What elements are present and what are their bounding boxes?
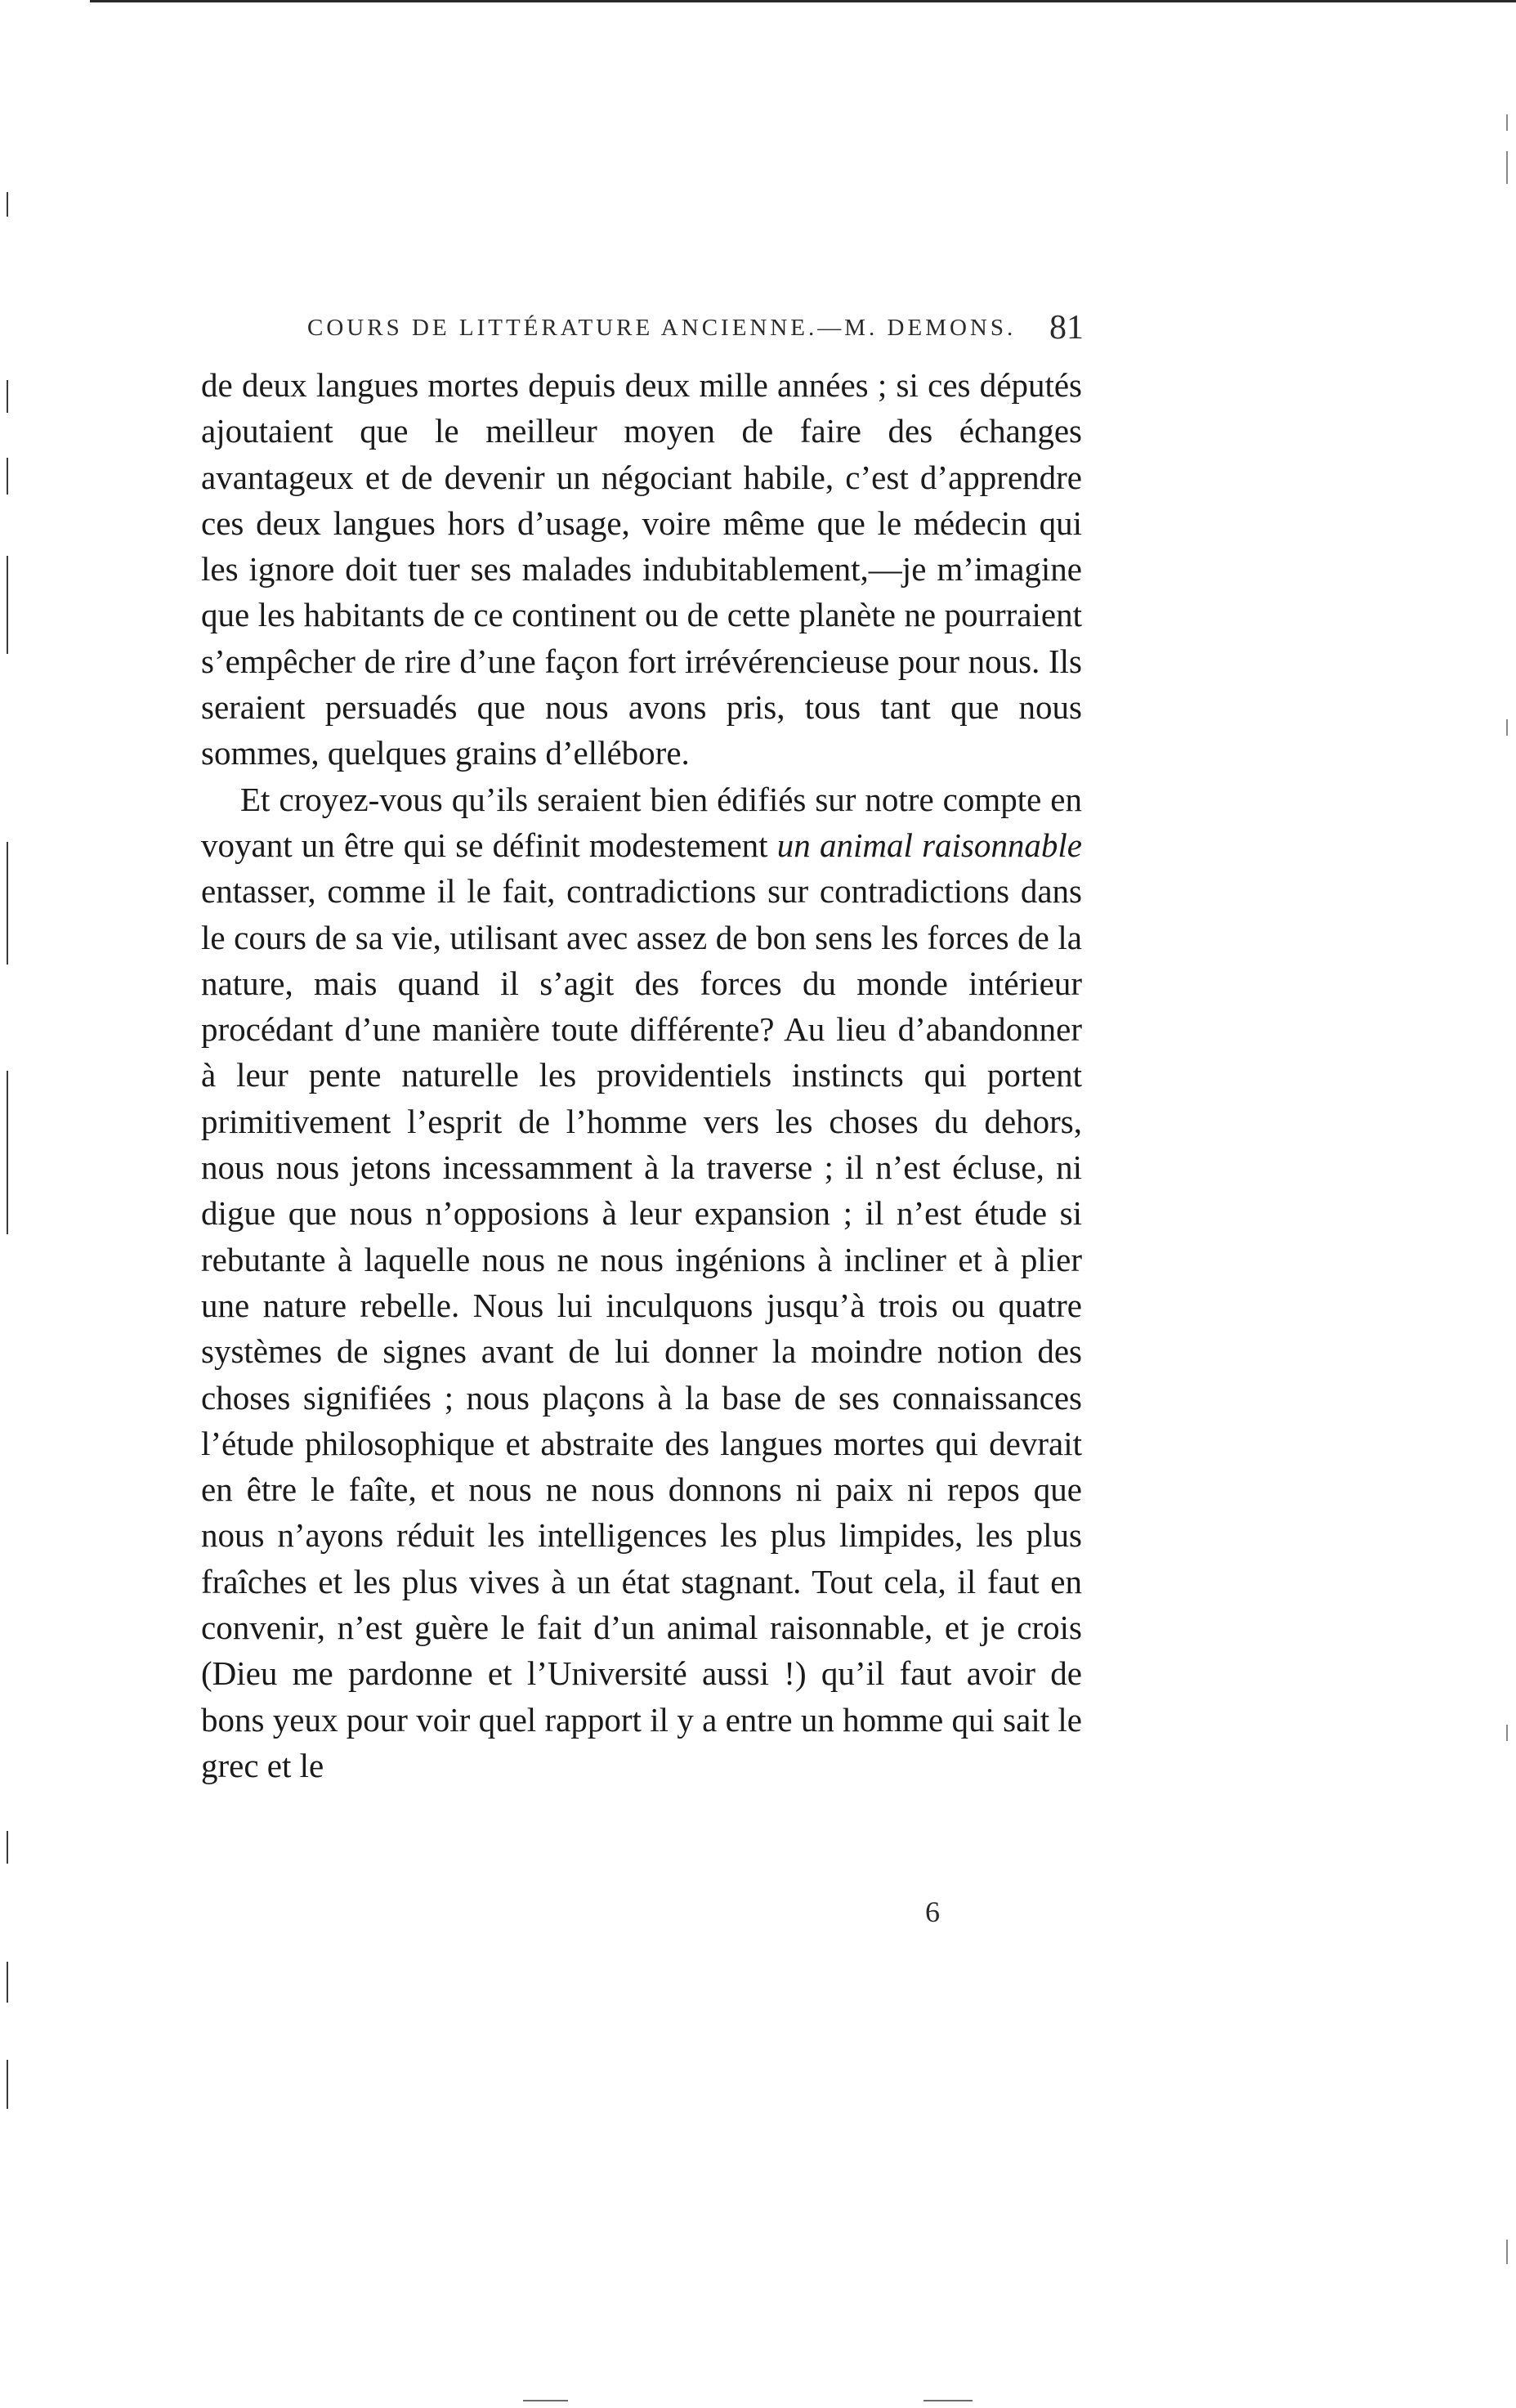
signature-mark: 6 [925, 1896, 940, 1928]
top-border-line [90, 0, 1516, 2]
bottom-rule [923, 2400, 973, 2401]
bottom-rule [523, 2400, 568, 2401]
margin-mark [7, 458, 8, 495]
margin-mark [7, 556, 8, 654]
margin-mark [1506, 114, 1508, 131]
italic-phrase: un animal raisonnable [776, 826, 1082, 864]
paragraph [201, 777, 1082, 1789]
margin-mark [7, 842, 8, 965]
paragraph: de deux langues mortes depuis deux mille années ; si ces députés ajoutaient que le meilleur moyen de faire des échanges avantageux et de devenir un négociant habile, c’est d’apprendre ces deux langues hors d’usage, voire même que le médecin qui les ignore doit tuer ses malades indubitablement,—je m’imagine que les habitants de ce continent ou de cette planète ne pourraient s’empêcher de rire d’une façon fort irrévérencieuse pour nous. Ils seraient persuadés que nous avons pris, tous tant que nous sommes, quelques grains d’ellébore. [201, 366, 1082, 772]
margin-mark [7, 192, 8, 217]
running-head-title: COURS DE LITTÉRATURE ANCIENNE.—M. DEMONS. [307, 315, 1017, 341]
page-number: 81 [1049, 309, 1084, 347]
page-body [201, 362, 1082, 1788]
margin-mark [7, 1071, 8, 1234]
running-head [307, 309, 1084, 356]
margin-mark [7, 380, 8, 413]
margin-mark [1506, 719, 1508, 736]
margin-mark [7, 1831, 8, 1864]
margin-mark [7, 1962, 8, 2003]
margin-mark [7, 2060, 8, 2109]
margin-mark [1506, 1725, 1508, 1741]
paragraph-text: entasser, comme il le fait, contradictions sur contradictions dans le cours de sa vie, utilisant avec assez de bon sens les forces de la nature, mais quand il s’agit des forces du monde intérieur procédant d’une manière toute différente? Au lieu d’abandonner à leur pente naturelle les providentiels instincts qui portent primitivement l’esprit de l’homme vers les choses du dehors, nous nous jetons incessamment à la traverse ; il n’est écluse, ni digue que nous n’opposions à leur expansion ; il n’est étude si rebutante à laquelle nous ne nous ingénions à incliner et à plier une nature rebelle. Nous lui inculquons jusqu’à trois ou quatre systèmes de signes avant de lui donner la moindre notion des choses signifiées ; nous plaçons à la base de ses connaissances l’étude philosophique et abstraite des langues mortes qui devrait en être le faîte, et nous ne nous donnons ni paix ni repos que nous n’ayons réduit les intelligences les plus limpides, les plus fraîches et les plus vives à un état stagnant. Tout cela, il faut en convenir, n’est guère le fait d’un animal raisonnable, et je crois (Dieu me pardonne et l’Université aussi !) qu’il faut avoir de bons yeux pour voir quel rapport il y a entre un homme qui sait le grec et le [201, 872, 1082, 1784]
paragraph-text: Et croyez-vous qu’ils seraient bien édifiés sur notre compte en voyant un être qui se définit modestement [201, 780, 1082, 864]
margin-mark [1506, 2240, 1508, 2264]
margin-mark [1506, 151, 1508, 184]
